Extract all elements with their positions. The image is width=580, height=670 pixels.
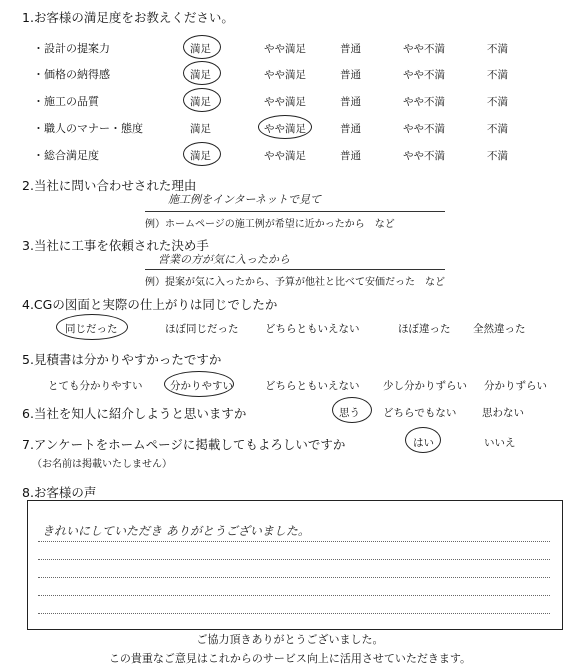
q1-opt-dissatisfied[interactable]: 不満 bbox=[487, 43, 508, 55]
q6-opt-yes[interactable]: 思う bbox=[339, 407, 360, 419]
q1-row-label: ・価格の納得感 bbox=[33, 68, 110, 81]
q4-opt-almost-same[interactable]: ほぼ同じだった bbox=[165, 323, 239, 335]
q7-opt-no[interactable]: いいえ bbox=[484, 437, 516, 449]
q1-row-label: ・総合満足度 bbox=[33, 149, 99, 162]
q1-opt-neutral[interactable]: 普通 bbox=[340, 96, 361, 108]
comment-line bbox=[38, 541, 550, 542]
q8-answer-text[interactable]: きれいにしていただき ありがとうございました。 bbox=[42, 524, 310, 538]
q1-opt-somewhat-satisfied[interactable]: やや満足 bbox=[264, 150, 306, 162]
comment-line bbox=[38, 613, 550, 614]
q1-opt-somewhat-dissatisfied[interactable]: やや不満 bbox=[403, 43, 445, 55]
selection-circle bbox=[332, 397, 372, 423]
q2-title: 2.当社に問い合わせされた理由 bbox=[22, 178, 197, 193]
q5-opt-neutral[interactable]: どちらともいえない bbox=[265, 380, 360, 392]
q1-opt-dissatisfied[interactable]: 不満 bbox=[487, 150, 508, 162]
q1-opt-somewhat-satisfied[interactable]: やや満足 bbox=[264, 43, 306, 55]
q8-title: 8.お客様の声 bbox=[22, 485, 97, 500]
q7-title: 7.アンケートをホームページに掲載してもよろしいですか bbox=[22, 437, 346, 452]
q5-opt-unclear[interactable]: 分かりずらい bbox=[484, 380, 547, 392]
q3-answer-line bbox=[145, 269, 445, 270]
q1-opt-somewhat-satisfied[interactable]: やや満足 bbox=[264, 96, 306, 108]
q1-opt-somewhat-dissatisfied[interactable]: やや不満 bbox=[403, 123, 445, 135]
q1-opt-satisfied[interactable]: 満足 bbox=[190, 150, 211, 162]
selection-circle bbox=[183, 142, 221, 166]
q1-opt-satisfied[interactable]: 満足 bbox=[190, 69, 211, 81]
q1-opt-neutral[interactable]: 普通 bbox=[340, 43, 361, 55]
selection-circle bbox=[405, 427, 441, 453]
q4-opt-mostly-different[interactable]: ほぼ違った bbox=[398, 323, 451, 335]
q1-opt-satisfied[interactable]: 満足 bbox=[190, 123, 211, 135]
q5-title: 5.見積書は分かりやすかったですか bbox=[22, 352, 222, 367]
q1-opt-neutral[interactable]: 普通 bbox=[340, 123, 361, 135]
q1-row-label: ・施工の品質 bbox=[33, 95, 99, 108]
q8-comment-box[interactable] bbox=[27, 500, 563, 630]
q1-opt-somewhat-satisfied[interactable]: やや満足 bbox=[264, 69, 306, 81]
q2-answer-line bbox=[145, 211, 445, 212]
q3-example: 例）提案が気に入ったから、予算が他社と比べて安価だった など bbox=[145, 277, 445, 288]
selection-circle bbox=[183, 35, 221, 59]
q1-opt-somewhat-dissatisfied[interactable]: やや不満 bbox=[403, 150, 445, 162]
q4-opt-same[interactable]: 同じだった bbox=[65, 323, 118, 335]
q1-opt-dissatisfied[interactable]: 不満 bbox=[487, 69, 508, 81]
q1-opt-dissatisfied[interactable]: 不満 bbox=[487, 96, 508, 108]
comment-line bbox=[38, 577, 550, 578]
q7-note: （お名前は掲載いたしません） bbox=[32, 459, 172, 470]
q4-opt-neutral[interactable]: どちらともいえない bbox=[265, 323, 360, 335]
q1-opt-somewhat-dissatisfied[interactable]: やや不満 bbox=[403, 69, 445, 81]
q1-row-label: ・設計の提案力 bbox=[33, 42, 110, 55]
q1-opt-dissatisfied[interactable]: 不満 bbox=[487, 123, 508, 135]
q5-opt-very-clear[interactable]: とても分かりやすい bbox=[48, 380, 143, 392]
footer-note: この貴重なご意見はこれからのサービス向上に活用させていただきます。 bbox=[108, 652, 472, 665]
q5-opt-clear[interactable]: 分かりやすい bbox=[170, 380, 233, 392]
footer-thanks: ご協力頂きありがとうございました。 bbox=[196, 633, 384, 646]
comment-line bbox=[38, 595, 550, 596]
q3-answer-text[interactable]: 営業の方が気に入ったから bbox=[158, 253, 290, 266]
q1-opt-neutral[interactable]: 普通 bbox=[340, 69, 361, 81]
q1-opt-neutral[interactable]: 普通 bbox=[340, 150, 361, 162]
q3-title: 3.当社に工事を依頼された決め手 bbox=[22, 238, 209, 253]
q6-title: 6.当社を知人に紹介しようと思いますか bbox=[22, 406, 247, 421]
q7-opt-yes[interactable]: はい bbox=[413, 437, 434, 449]
q4-opt-totally-different[interactable]: 全然違った bbox=[473, 323, 526, 335]
q1-opt-somewhat-dissatisfied[interactable]: やや不満 bbox=[403, 96, 445, 108]
q1-opt-satisfied[interactable]: 満足 bbox=[190, 96, 211, 108]
q5-opt-somewhat-unclear[interactable]: 少し分かりずらい bbox=[383, 380, 467, 392]
q6-opt-neutral[interactable]: どちらでもない bbox=[383, 407, 457, 419]
selection-circle bbox=[56, 314, 128, 340]
q1-opt-somewhat-satisfied[interactable]: やや満足 bbox=[264, 123, 306, 135]
q2-example: 例）ホームページの施工例が希望に近かったから など bbox=[145, 219, 395, 230]
q6-opt-no[interactable]: 思わない bbox=[482, 407, 524, 419]
q2-answer-text[interactable]: 施工例をインターネットで見て bbox=[168, 193, 322, 206]
selection-circle bbox=[183, 88, 221, 112]
selection-circle bbox=[258, 115, 312, 139]
selection-circle bbox=[183, 61, 221, 85]
selection-circle bbox=[164, 371, 234, 397]
q4-title: 4.CGの図面と実際の仕上がりは同じでしたか bbox=[22, 297, 278, 312]
q1-opt-satisfied[interactable]: 満足 bbox=[190, 43, 211, 55]
q1-row-label: ・職人のマナー・態度 bbox=[33, 122, 143, 135]
comment-line bbox=[38, 559, 550, 560]
q1-title: 1.お客様の満足度をお教えください。 bbox=[22, 10, 234, 25]
